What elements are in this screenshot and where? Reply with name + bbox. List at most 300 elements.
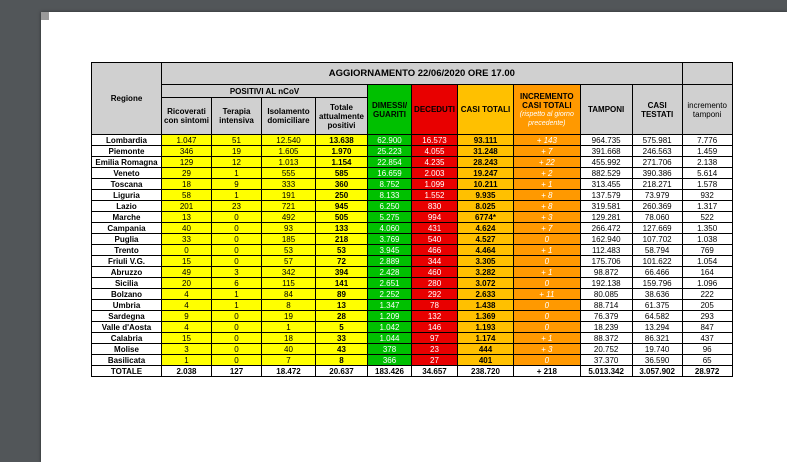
cell-regione: Bolzano (92, 289, 162, 300)
cell-ricoverati: 1.047 (162, 135, 212, 146)
cell-tamponi: 37.370 (580, 355, 632, 366)
page-corner-marker (41, 12, 49, 20)
table-row (92, 267, 733, 278)
cell-testati: 218.271 (632, 179, 682, 190)
cell-isolamento: 721 (262, 201, 316, 212)
cell-dimessi: 183.426 (368, 366, 412, 377)
cell-tamponi: 319.581 (580, 201, 632, 212)
cell-casi: 93.111 (458, 135, 514, 146)
cell-terapia: 9 (212, 179, 262, 190)
cell-deceduti: 4.235 (412, 157, 458, 168)
header-regione: Regione (92, 63, 162, 135)
cell-inc-tamponi: 437 (682, 333, 732, 344)
table-row (92, 311, 733, 322)
cell-casi: 4.624 (458, 223, 514, 234)
cell-isolamento: 18 (262, 333, 316, 344)
cell-deceduti: 466 (412, 245, 458, 256)
table-row (92, 146, 733, 157)
cell-regione: Lazio (92, 201, 162, 212)
cell-ricoverati: 49 (162, 267, 212, 278)
cell-deceduti: 431 (412, 223, 458, 234)
cell-casi: 19.247 (458, 168, 514, 179)
cell-testati: 58.794 (632, 245, 682, 256)
header-dimessi: DIMESSI/ GUARITI (368, 85, 412, 135)
cell-inc-tamponi: 1.350 (682, 223, 732, 234)
cell-deceduti: 292 (412, 289, 458, 300)
cell-regione: Sardegna (92, 311, 162, 322)
cell-dimessi: 5.275 (368, 212, 412, 223)
cell-deceduti: 2.003 (412, 168, 458, 179)
table-row (92, 245, 733, 256)
cell-regione: Calabria (92, 333, 162, 344)
cell-isolamento: 185 (262, 234, 316, 245)
cell-isolamento: 342 (262, 267, 316, 278)
cell-inc-tamponi: 222 (682, 289, 732, 300)
cell-isolamento: 555 (262, 168, 316, 179)
cell-casi: 444 (458, 344, 514, 355)
cell-casi: 9.935 (458, 190, 514, 201)
table-row (92, 333, 733, 344)
cell-totale: 20.637 (316, 366, 368, 377)
cell-deceduti: 4.055 (412, 146, 458, 157)
document-page (41, 12, 787, 462)
cell-dimessi: 2.428 (368, 267, 412, 278)
cell-casi: 4.464 (458, 245, 514, 256)
cell-totale: 945 (316, 201, 368, 212)
cell-incremento: + 1 (514, 179, 581, 190)
cell-isolamento: 93 (262, 223, 316, 234)
cell-dimessi: 1.209 (368, 311, 412, 322)
header-isolamento: Isolamento domiciliare (262, 98, 316, 135)
cell-regione: Toscana (92, 179, 162, 190)
cell-totale: 13 (316, 300, 368, 311)
cell-regione: Liguria (92, 190, 162, 201)
cell-isolamento: 191 (262, 190, 316, 201)
cell-testati: 101.622 (632, 256, 682, 267)
cell-incremento: + 1 (514, 267, 581, 278)
cell-regione: Marche (92, 212, 162, 223)
cell-dimessi: 3.769 (368, 234, 412, 245)
cell-deceduti: 280 (412, 278, 458, 289)
cell-isolamento: 1.013 (262, 157, 316, 168)
cell-regione: Molise (92, 344, 162, 355)
table-row (92, 256, 733, 267)
cell-incremento: + 143 (514, 135, 581, 146)
cell-tamponi: 88.714 (580, 300, 632, 311)
header-incremento-tamponi: incremento tamponi (682, 85, 732, 135)
header-deceduti: DECEDUTI (412, 85, 458, 135)
cell-casi: 401 (458, 355, 514, 366)
cell-deceduti: 146 (412, 322, 458, 333)
cell-dimessi: 2.651 (368, 278, 412, 289)
cell-ricoverati: 2.038 (162, 366, 212, 377)
cell-incremento: + 8 (514, 190, 581, 201)
cell-casi: 1.174 (458, 333, 514, 344)
cell-terapia: 0 (212, 212, 262, 223)
cell-regione: Emilia Romagna (92, 157, 162, 168)
cell-totale: 394 (316, 267, 368, 278)
cell-testati: 36.590 (632, 355, 682, 366)
cell-terapia: 0 (212, 245, 262, 256)
cell-incremento: 0 (514, 278, 581, 289)
cell-incremento: + 7 (514, 223, 581, 234)
cell-terapia: 0 (212, 344, 262, 355)
table-row (92, 355, 733, 366)
table-body (92, 135, 733, 377)
cell-testati: 260.369 (632, 201, 682, 212)
cell-tamponi: 112.483 (580, 245, 632, 256)
cell-testati: 64.582 (632, 311, 682, 322)
header-casi-testati: CASI TESTATI (632, 85, 682, 135)
cell-casi: 10.211 (458, 179, 514, 190)
cell-ricoverati: 201 (162, 201, 212, 212)
cell-incremento: + 1 (514, 333, 581, 344)
cell-regione: Puglia (92, 234, 162, 245)
cell-testati: 13.294 (632, 322, 682, 333)
table-row (92, 300, 733, 311)
cell-dimessi: 1.347 (368, 300, 412, 311)
cell-inc-tamponi: 932 (682, 190, 732, 201)
cell-incremento: + 3 (514, 212, 581, 223)
cell-totale: 72 (316, 256, 368, 267)
cell-inc-tamponi: 2.138 (682, 157, 732, 168)
cell-testati: 61.375 (632, 300, 682, 311)
cell-terapia: 0 (212, 333, 262, 344)
cell-ricoverati: 3 (162, 344, 212, 355)
total-row (92, 366, 733, 377)
cell-dimessi: 8.752 (368, 179, 412, 190)
cell-ricoverati: 15 (162, 333, 212, 344)
cell-totale: 585 (316, 168, 368, 179)
cell-deceduti: 1.099 (412, 179, 458, 190)
cell-ricoverati: 4 (162, 300, 212, 311)
cell-ricoverati: 33 (162, 234, 212, 245)
cell-testati: 390.386 (632, 168, 682, 179)
header-incremento-title: INCREMENTO CASI TOTALI (520, 91, 574, 110)
cell-incremento: 0 (514, 234, 581, 245)
cell-testati: 3.057.902 (632, 366, 682, 377)
cell-deceduti: 78 (412, 300, 458, 311)
cell-incremento: + 11 (514, 289, 581, 300)
cell-isolamento: 8 (262, 300, 316, 311)
cell-deceduti: 1.552 (412, 190, 458, 201)
cell-inc-tamponi: 293 (682, 311, 732, 322)
cell-terapia: 0 (212, 223, 262, 234)
cell-isolamento: 492 (262, 212, 316, 223)
cell-testati: 107.702 (632, 234, 682, 245)
cell-ricoverati: 129 (162, 157, 212, 168)
cell-regione: Trento (92, 245, 162, 256)
cell-inc-tamponi: 5.614 (682, 168, 732, 179)
table-row (92, 201, 733, 212)
cell-deceduti: 344 (412, 256, 458, 267)
cell-casi: 3.305 (458, 256, 514, 267)
cell-dimessi: 1.042 (368, 322, 412, 333)
table-row (92, 212, 733, 223)
table-row (92, 179, 733, 190)
cell-totale: 141 (316, 278, 368, 289)
table-row (92, 157, 733, 168)
cell-dimessi: 8.133 (368, 190, 412, 201)
cell-tamponi: 192.138 (580, 278, 632, 289)
header-incremento-note: (rispetto al giorno precedente) (519, 110, 574, 127)
cell-isolamento: 12.540 (262, 135, 316, 146)
cell-incremento: + 22 (514, 157, 581, 168)
table-row (92, 344, 733, 355)
cell-regione: Friuli V.G. (92, 256, 162, 267)
cell-testati: 159.796 (632, 278, 682, 289)
cell-incremento: + 218 (514, 366, 581, 377)
cell-regione: Lombardia (92, 135, 162, 146)
cell-isolamento: 1 (262, 322, 316, 333)
cell-terapia: 51 (212, 135, 262, 146)
cell-tamponi: 5.013.342 (580, 366, 632, 377)
header-ricoverati: Ricoverati con sintomi (162, 98, 212, 135)
cell-inc-tamponi: 1.054 (682, 256, 732, 267)
cell-tamponi: 175.706 (580, 256, 632, 267)
cell-dimessi: 4.060 (368, 223, 412, 234)
cell-terapia: 0 (212, 322, 262, 333)
cell-casi: 3.282 (458, 267, 514, 278)
cell-deceduti: 994 (412, 212, 458, 223)
cell-casi: 2.633 (458, 289, 514, 300)
cell-ricoverati: 15 (162, 256, 212, 267)
cell-ricoverati: 1 (162, 355, 212, 366)
table-row (92, 223, 733, 234)
cell-casi: 28.243 (458, 157, 514, 168)
cell-testati: 73.979 (632, 190, 682, 201)
cell-dimessi: 25.223 (368, 146, 412, 157)
table-row (92, 278, 733, 289)
cell-isolamento: 333 (262, 179, 316, 190)
cell-terapia: 0 (212, 256, 262, 267)
header-incremento (514, 85, 581, 135)
cell-regione: Sicilia (92, 278, 162, 289)
cell-tamponi: 129.281 (580, 212, 632, 223)
cell-deceduti: 540 (412, 234, 458, 245)
cell-totale: 250 (316, 190, 368, 201)
cell-casi: 4.527 (458, 234, 514, 245)
cell-inc-tamponi: 1.578 (682, 179, 732, 190)
header-terapia: Terapia intensiva (212, 98, 262, 135)
cell-totale: 43 (316, 344, 368, 355)
cell-dimessi: 2.252 (368, 289, 412, 300)
cell-tamponi: 882.529 (580, 168, 632, 179)
cell-dimessi: 6.250 (368, 201, 412, 212)
cell-terapia: 0 (212, 234, 262, 245)
cell-testati: 38.636 (632, 289, 682, 300)
cell-tamponi: 137.579 (580, 190, 632, 201)
cell-ricoverati: 4 (162, 322, 212, 333)
cell-tamponi: 80.085 (580, 289, 632, 300)
cell-ricoverati: 20 (162, 278, 212, 289)
cell-inc-tamponi: 769 (682, 245, 732, 256)
cell-regione: Veneto (92, 168, 162, 179)
cell-regione: Abruzzo (92, 267, 162, 278)
cell-regione: Valle d'Aosta (92, 322, 162, 333)
cell-deceduti: 16.573 (412, 135, 458, 146)
cell-terapia: 12 (212, 157, 262, 168)
cell-casi: 3.072 (458, 278, 514, 289)
cell-isolamento: 53 (262, 245, 316, 256)
cell-deceduti: 23 (412, 344, 458, 355)
cell-terapia: 1 (212, 168, 262, 179)
cell-regione: Umbria (92, 300, 162, 311)
cell-deceduti: 460 (412, 267, 458, 278)
cell-testati: 127.669 (632, 223, 682, 234)
table-row (92, 135, 733, 146)
cell-deceduti: 34.657 (412, 366, 458, 377)
cell-totale: 13.638 (316, 135, 368, 146)
cell-casi: 1.193 (458, 322, 514, 333)
cell-terapia: 23 (212, 201, 262, 212)
cell-casi: 238.720 (458, 366, 514, 377)
cell-terapia: 127 (212, 366, 262, 377)
cell-totale: 8 (316, 355, 368, 366)
cell-isolamento: 40 (262, 344, 316, 355)
table-row (92, 234, 733, 245)
cell-ricoverati: 0 (162, 245, 212, 256)
cell-deceduti: 97 (412, 333, 458, 344)
cell-incremento: 0 (514, 322, 581, 333)
table-row (92, 190, 733, 201)
cell-totale: 133 (316, 223, 368, 234)
cell-casi: 8.025 (458, 201, 514, 212)
header-blank (682, 63, 732, 85)
cell-dimessi: 62.900 (368, 135, 412, 146)
cell-tamponi: 18.239 (580, 322, 632, 333)
cell-isolamento: 57 (262, 256, 316, 267)
cell-regione: Basilicata (92, 355, 162, 366)
cell-tamponi: 266.472 (580, 223, 632, 234)
cell-testati: 575.981 (632, 135, 682, 146)
cell-regione: TOTALE (92, 366, 162, 377)
cell-inc-tamponi: 164 (682, 267, 732, 278)
cell-tamponi: 162.940 (580, 234, 632, 245)
cell-totale: 89 (316, 289, 368, 300)
cell-dimessi: 22.854 (368, 157, 412, 168)
cell-casi: 6774* (458, 212, 514, 223)
cell-testati: 271.706 (632, 157, 682, 168)
cell-totale: 1.154 (316, 157, 368, 168)
cell-testati: 19.740 (632, 344, 682, 355)
cell-totale: 360 (316, 179, 368, 190)
cell-tamponi: 391.668 (580, 146, 632, 157)
cell-totale: 5 (316, 322, 368, 333)
cell-inc-tamponi: 1.096 (682, 278, 732, 289)
cell-ricoverati: 4 (162, 289, 212, 300)
cell-ricoverati: 13 (162, 212, 212, 223)
cell-regione: Piemonte (92, 146, 162, 157)
cell-incremento: + 3 (514, 344, 581, 355)
cell-terapia: 19 (212, 146, 262, 157)
cell-ricoverati: 9 (162, 311, 212, 322)
cell-casi: 31.248 (458, 146, 514, 157)
cell-inc-tamponi: 1.459 (682, 146, 732, 157)
cell-incremento: 0 (514, 311, 581, 322)
cell-totale: 1.970 (316, 146, 368, 157)
cell-tamponi: 455.992 (580, 157, 632, 168)
cell-regione: Campania (92, 223, 162, 234)
cell-deceduti: 830 (412, 201, 458, 212)
header-totale-positivi: Totale attualmente positivi (316, 98, 368, 135)
table-title: AGGIORNAMENTO 22/06/2020 ORE 17.00 (162, 63, 683, 85)
cell-inc-tamponi: 7.776 (682, 135, 732, 146)
table-row (92, 168, 733, 179)
cell-isolamento: 18.472 (262, 366, 316, 377)
cell-inc-tamponi: 205 (682, 300, 732, 311)
cell-inc-tamponi: 28.972 (682, 366, 732, 377)
cell-isolamento: 19 (262, 311, 316, 322)
cell-terapia: 1 (212, 289, 262, 300)
cell-dimessi: 3.945 (368, 245, 412, 256)
cell-ricoverati: 346 (162, 146, 212, 157)
cell-testati: 246.563 (632, 146, 682, 157)
cell-totale: 53 (316, 245, 368, 256)
table-row (92, 289, 733, 300)
covid-regional-table (91, 62, 733, 377)
cell-tamponi: 76.379 (580, 311, 632, 322)
cell-inc-tamponi: 1.038 (682, 234, 732, 245)
cell-deceduti: 27 (412, 355, 458, 366)
cell-dimessi: 366 (368, 355, 412, 366)
cell-terapia: 0 (212, 355, 262, 366)
cell-testati: 66.466 (632, 267, 682, 278)
cell-incremento: + 2 (514, 168, 581, 179)
cell-terapia: 6 (212, 278, 262, 289)
table-row (92, 322, 733, 333)
cell-dimessi: 2.889 (368, 256, 412, 267)
cell-dimessi: 16.659 (368, 168, 412, 179)
cell-ricoverati: 40 (162, 223, 212, 234)
cell-inc-tamponi: 96 (682, 344, 732, 355)
cell-casi: 1.369 (458, 311, 514, 322)
cell-terapia: 3 (212, 267, 262, 278)
cell-isolamento: 1.605 (262, 146, 316, 157)
header-tamponi: TAMPONI (580, 85, 632, 135)
cell-tamponi: 313.455 (580, 179, 632, 190)
cell-incremento: + 8 (514, 201, 581, 212)
cell-totale: 218 (316, 234, 368, 245)
cell-ricoverati: 58 (162, 190, 212, 201)
cell-tamponi: 20.752 (580, 344, 632, 355)
cell-totale: 28 (316, 311, 368, 322)
cell-isolamento: 115 (262, 278, 316, 289)
header-casi-totali: CASI TOTALI (458, 85, 514, 135)
header-positivi: POSITIVI AL nCoV (162, 85, 368, 98)
cell-tamponi: 88.372 (580, 333, 632, 344)
cell-testati: 86.321 (632, 333, 682, 344)
cell-incremento: 0 (514, 256, 581, 267)
cell-isolamento: 84 (262, 289, 316, 300)
cell-ricoverati: 18 (162, 179, 212, 190)
cell-dimessi: 378 (368, 344, 412, 355)
cell-casi: 1.438 (458, 300, 514, 311)
cell-inc-tamponi: 65 (682, 355, 732, 366)
cell-testati: 78.060 (632, 212, 682, 223)
cell-totale: 33 (316, 333, 368, 344)
cell-tamponi: 98.872 (580, 267, 632, 278)
cell-inc-tamponi: 847 (682, 322, 732, 333)
cell-terapia: 1 (212, 190, 262, 201)
cell-incremento: + 7 (514, 146, 581, 157)
cell-inc-tamponi: 1.317 (682, 201, 732, 212)
cell-terapia: 0 (212, 311, 262, 322)
cell-incremento: 0 (514, 300, 581, 311)
cell-ricoverati: 29 (162, 168, 212, 179)
cell-totale: 505 (316, 212, 368, 223)
cell-deceduti: 132 (412, 311, 458, 322)
